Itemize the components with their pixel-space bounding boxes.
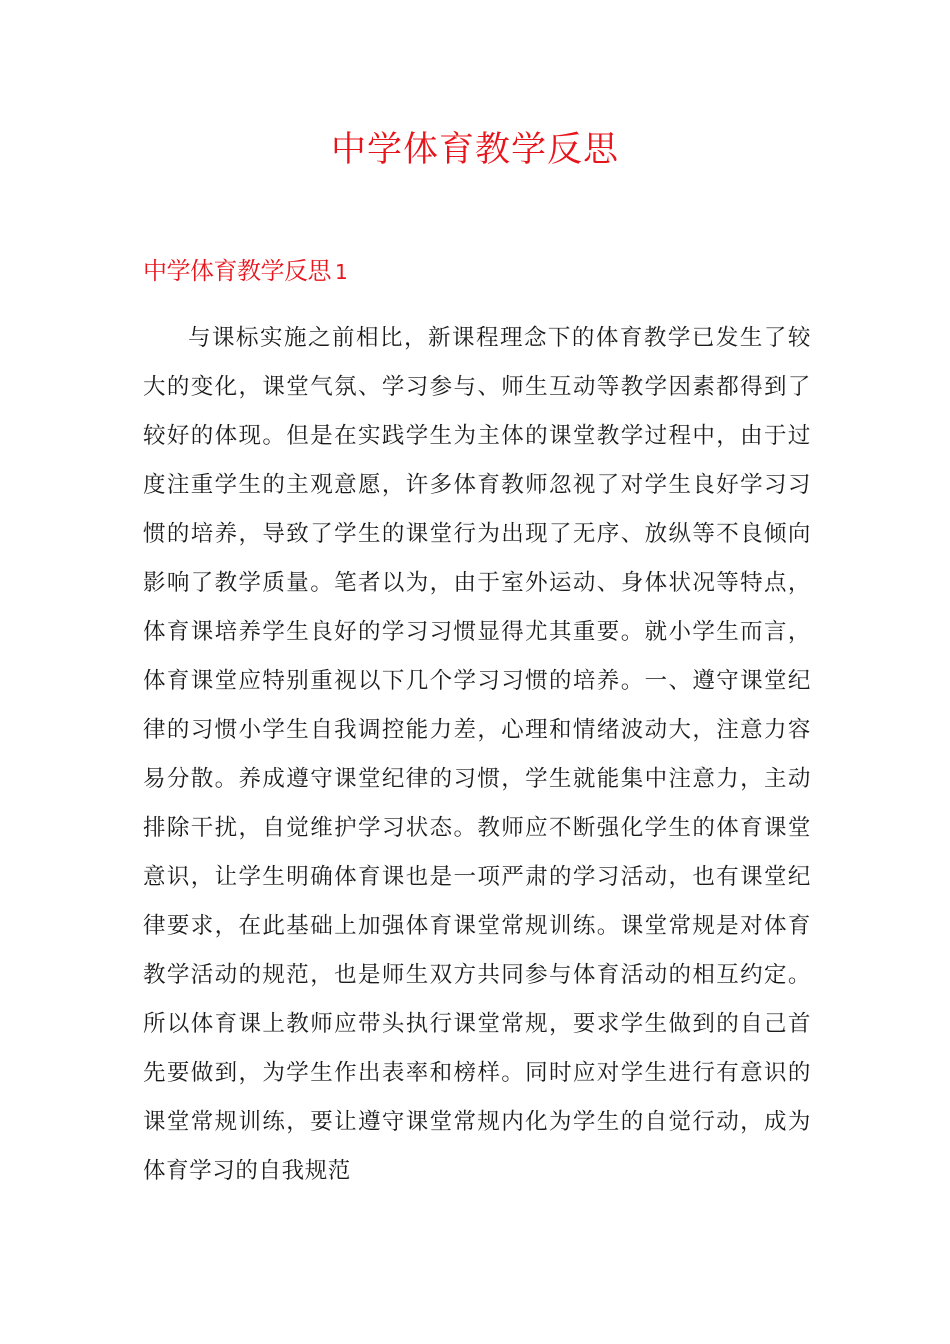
section-heading-number: 1 xyxy=(335,260,348,284)
section-heading xyxy=(143,251,347,292)
document-title: 中学体育教学反思 xyxy=(330,130,619,170)
section-heading-text: 中学体育教学反思 xyxy=(143,257,331,285)
body-paragraph: 与课标实施之前相比，新课程理念下的体育教学已发生了较大的变化，课堂气氛、学习参与、师生互动等教学因素都得到了较好的体现。但是在实践学生为主体的课堂教学过程中，由于过度注重学生的主观意愿，许多体育教师忽视了对学生良好学习习惯的培养，导致了学生的课堂行为出现了无序、放纵等不良倾向影响了教学质量。笔者以为，由于室外运动、身体状况等特点，体育课培养学生良好的学习习惯显得尤其重要。就小学生而言，体育课堂应特别重视以下几个学习习惯的培养。一、遵守课堂纪律的习惯小学生自我调控能力差，心理和情绪波动大，注意力容易分散。养成遵守课堂纪律的习惯，学生就能集中注意力，主动排除干扰，自觉维护学习状态。教师应不断强化学生的体育课堂意识，让学生明确体育课也是一项严肃的学习活动，也有课堂纪律要求，在此基础上加强体育课堂常规训练。课堂常规是对体育教学活动的规范，也是师生双方共同参与体育活动的相互约定。所以体育课上教师应带头执行课堂常规，要求学生做到的自己首先要做到，为学生作出表率和榜样。同时应对学生进行有意识的课堂常规训练，要让遵守课堂常规内化为学生的自觉行动，成为体育学习的自我规范 xyxy=(143,325,811,1184)
